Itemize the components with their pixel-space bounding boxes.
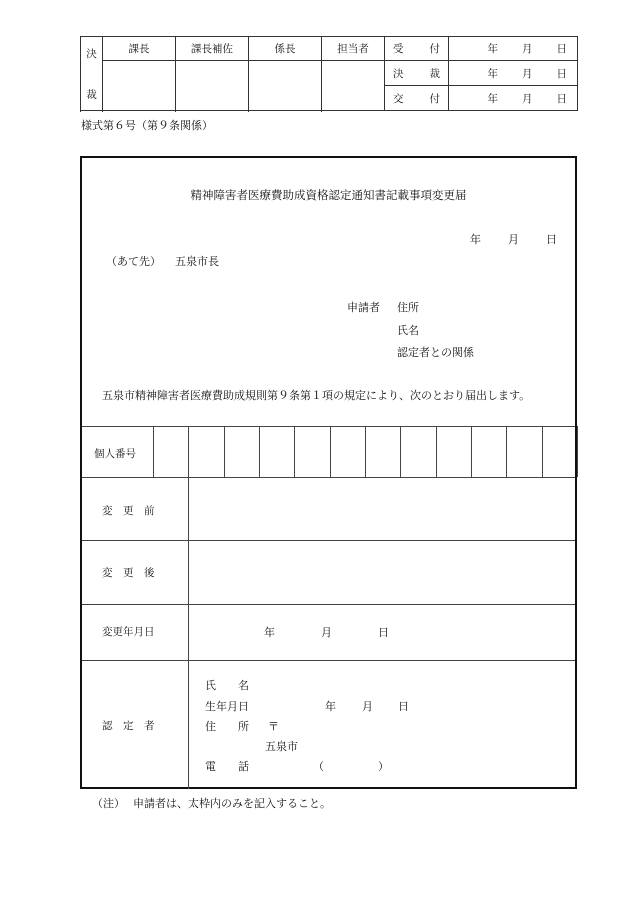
applicant-relation-label: 認定者との関係 <box>397 346 474 359</box>
form-date: 年 月 日 <box>470 233 557 246</box>
personal-number-digit-5[interactable] <box>295 427 328 476</box>
status-date-approval: 年 月 日 <box>449 61 578 86</box>
certified-name-label: 氏 名 <box>205 679 249 692</box>
approval-table <box>80 36 578 111</box>
personal-number-digit-6[interactable] <box>331 427 364 476</box>
personal-number-digit-4[interactable] <box>260 427 293 476</box>
form-reference: 様式第６号（第９条関係） <box>81 119 213 132</box>
stamp-box-1[interactable] <box>103 61 176 111</box>
after-label: 変 更 後 <box>102 567 155 579</box>
personal-number-digit-1[interactable] <box>154 427 187 476</box>
personal-number-label: 個人番号 <box>94 448 136 460</box>
personal-number-digit-12[interactable] <box>543 427 576 476</box>
certified-birth-year: 年 <box>325 700 336 713</box>
certified-city: 五泉市 <box>265 740 298 753</box>
role-staff: 担当者 <box>322 37 385 61</box>
certified-birth-label: 生年月日 <box>205 700 249 713</box>
phone-open-paren: （ <box>313 760 324 773</box>
personal-number-digit-9[interactable] <box>437 427 470 476</box>
before-label: 変 更 前 <box>102 505 155 517</box>
personal-number-digit-2[interactable] <box>189 427 222 476</box>
role-deputy-chief: 課長補佐 <box>176 37 249 61</box>
change-date-values[interactable]: 年 月 日 <box>264 626 389 639</box>
stamp-box-2[interactable] <box>176 61 249 111</box>
addressee: 五泉市長 <box>175 255 219 268</box>
status-label-issue: 交 付 <box>385 86 449 111</box>
approval-head-bottom: 裁 <box>86 88 97 101</box>
stamp-box-4[interactable] <box>322 61 385 111</box>
personal-number-digit-8[interactable] <box>401 427 434 476</box>
phone-close-paren: ） <box>378 760 389 773</box>
personal-number-digit-7[interactable] <box>366 427 399 476</box>
applicant-name-label: 氏名 <box>397 324 419 337</box>
stamp-box-3[interactable] <box>249 61 322 111</box>
change-date-label: 変更年月日 <box>102 626 155 638</box>
certified-birth-month: 月 <box>362 700 373 713</box>
role-subsection-chief: 係長 <box>249 37 322 61</box>
role-section-chief: 課長 <box>103 37 176 61</box>
status-date-receipt: 年 月 日 <box>449 37 578 61</box>
note <box>92 795 331 811</box>
applicant-address-label: 住所 <box>397 301 419 314</box>
status-date-issue: 年 月 日 <box>449 86 578 111</box>
after-input[interactable] <box>189 541 575 603</box>
certified-phone-label: 電 話 <box>205 760 249 773</box>
personal-number-digit-10[interactable] <box>472 427 505 476</box>
form-title: 精神障害者医療費助成資格認定通知書記載事項変更届 <box>190 188 467 202</box>
status-label-approval: 決 裁 <box>385 61 449 86</box>
addressee-label: （あて先） <box>106 255 161 268</box>
status-label-receipt: 受 付 <box>385 37 449 61</box>
personal-number-digit-3[interactable] <box>225 427 258 476</box>
approval-row-head <box>81 37 103 111</box>
personal-number-digit-11[interactable] <box>507 427 540 476</box>
applicant-label: 申請者 <box>347 301 380 314</box>
statement: 五泉市精神障害者医療費助成規則第９条第１項の規定により、次のとおり届出します。 <box>102 389 531 402</box>
certified-birth-day: 日 <box>398 700 409 713</box>
note-label: （注） <box>92 797 125 810</box>
note-text: 申請者は、太枠内のみを記入すること。 <box>133 797 331 810</box>
form-box <box>80 156 577 789</box>
addressee-line <box>106 253 219 269</box>
before-input[interactable] <box>189 478 575 539</box>
certified-address-label: 住 所 <box>205 720 249 733</box>
certified-person-label: 認 定 者 <box>102 720 155 732</box>
approval-head-top: 決 <box>86 47 97 60</box>
postal-mark: 〒 <box>268 720 279 733</box>
